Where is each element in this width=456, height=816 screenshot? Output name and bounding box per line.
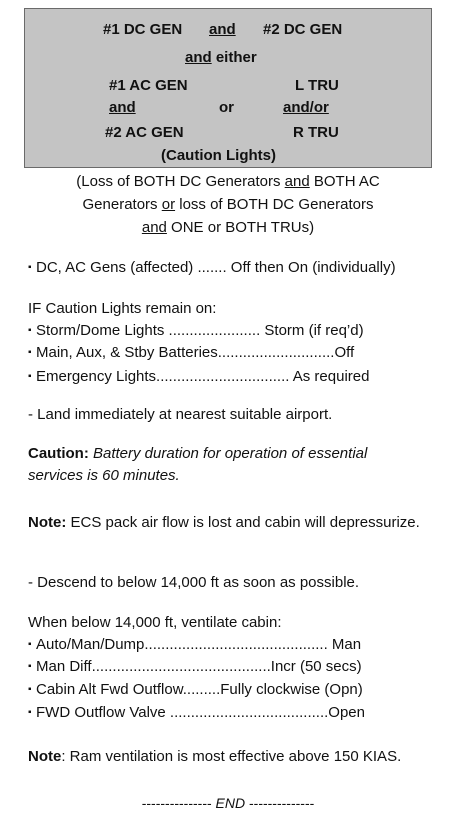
or-label: or [219,99,234,116]
subtitle-line-1: (Loss of BOTH DC Generators and BOTH AC [76,173,380,190]
bullet-icon: ▪ [28,371,32,382]
r-tru-label: R TRU [293,124,339,141]
if-caution-heading: IF Caution Lights remain on: [28,300,217,317]
caution-paragraph: Caution: Battery duration for operation of essential services is 60 minutes. [28,445,368,484]
step-emergency-lights: ▪ Emergency Lights................................ As required [28,366,428,388]
bullet-icon: ▪ [28,347,32,358]
ac-gen-1-label: #1 AC GEN [109,77,188,94]
step-man-diff: ▪ Man Diff...........................................Incr (50 secs) [28,656,428,678]
ventilate-heading: When below 14,000 ft, ventilate cabin: [28,614,282,631]
bullet-icon: ▪ [28,661,32,672]
bullet-icon: ▪ [28,684,32,695]
note-ram-paragraph: Note: Ram ventilation is most effective above 150 KIAS. [28,748,402,765]
bullet-icon: ▪ [28,639,32,650]
subtitle-line-3: and ONE or BOTH TRUs) [141,219,315,236]
bullet-icon: ▪ [28,707,32,718]
and-connector: and [209,21,236,38]
step-storm-dome: ▪ Storm/Dome Lights ...................... Storm (if req’d) [28,320,428,342]
bullet-icon: ▪ [28,325,32,336]
and-either-label: and either [185,49,257,66]
note-ecs-paragraph: Note: ECS pack air flow is lost and cabin will depressurize. [28,514,420,531]
step-gens: ▪ DC, AC Gens (affected) ....... Off then On (individually) [28,257,428,279]
step-fwd-outflow-valve: ▪ FWD Outflow Valve ......................................Open [28,702,428,724]
end-marker: --------------- END -------------- [141,795,315,811]
step-cabin-alt-outflow: ▪ Cabin Alt Fwd Outflow.........Fully clockwise (Opn) [28,679,428,701]
step-batteries: ▪ Main, Aux, & Stby Batteries............................Off [28,342,428,364]
and-or-label: and/or [283,99,329,116]
ac-gen-2-label: #2 AC GEN [105,124,184,141]
step-land: - Land immediately at nearest suitable airport. [28,406,333,423]
step-auto-man-dump: ▪ Auto/Man/Dump............................................ Man [28,634,428,656]
bullet-icon: ▪ [28,262,32,273]
and-label: and [109,99,136,116]
subtitle-line-2: Generators or loss of BOTH DC Generators [82,196,374,213]
dc-gen-2-label: #2 DC GEN [263,21,343,38]
caution-lights-label: (Caution Lights) [161,147,276,164]
condition-header-box [24,8,432,168]
l-tru-label: L TRU [295,77,339,94]
step-descend: - Descend to below 14,000 ft as soon as possible. [28,574,360,591]
dc-gen-1-label: #1 DC GEN [103,21,183,38]
